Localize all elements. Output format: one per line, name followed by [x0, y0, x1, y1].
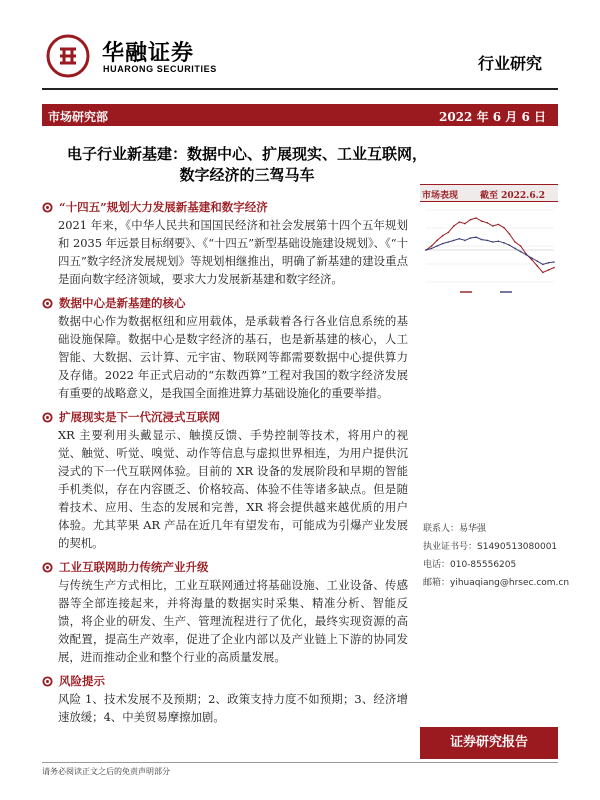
- report-title-line2: 数字经济的三驾马车: [179, 166, 315, 184]
- chart-point: [509, 244, 511, 246]
- brand-name-cn: 华融证券: [102, 41, 195, 66]
- section-body: 与传统生产方式相比，工业互联网通过将基础设施、工业设备、传感器等全部连接起来，并将海量的数据实时采集、精准分析、智能反馈，将企业的研发、生产、管理流程进行了优化，最终实现资源的高效配置，提高生产效率，促进了企业内部以及产业链上下游的协同发展，进而推动企业和整个行业的高质量发展。: [58, 578, 408, 664]
- section-body: 2021 年来，《中华人民共和国国民经济和社会发展第十四个五年规划和 2035 年远景目标纲要》、《“十四五”新型基础设施建设规划》、《“十四五”数字经济发展规划》等规划相继推出，明确了新基建的建设重点是面向数字经济领域，要求大力发展新基建和数字经济。: [58, 218, 408, 286]
- bullet-ring-icon: [42, 202, 53, 213]
- chart-point: [464, 240, 466, 242]
- chart-point: [503, 242, 505, 244]
- chart-point: [436, 245, 438, 247]
- chart-point: [503, 227, 505, 229]
- chart-point: [481, 220, 483, 222]
- chart-point: [447, 241, 449, 243]
- chart-point: [520, 251, 522, 253]
- chart-point: [447, 232, 449, 234]
- chart-point: [470, 237, 472, 239]
- chart-point: [531, 259, 533, 261]
- department-banner: [42, 104, 558, 126]
- department-label: 市场研究部: [48, 110, 109, 124]
- chart-point: [509, 233, 511, 235]
- chart-point: [453, 240, 455, 242]
- chart-label: 市场表现: [422, 191, 459, 201]
- analyst-contacts: [423, 520, 569, 592]
- section-title: 工业互联网助力传统产业升级: [59, 560, 209, 574]
- report-category-tag: 证券研究报告: [420, 727, 558, 759]
- chart-point: [553, 267, 555, 269]
- chart-point: [537, 265, 539, 267]
- chart-point: [442, 235, 444, 237]
- header-divider: [42, 88, 558, 90]
- chart-point: [525, 254, 527, 256]
- bullet-ring-icon: [42, 562, 53, 573]
- contact-name: 联系人：易华强: [423, 524, 487, 534]
- chart-point: [470, 219, 472, 221]
- chart-series-line-series_b: [426, 237, 554, 264]
- chart-point: [459, 238, 461, 240]
- chart-point: [514, 241, 516, 243]
- chart-point: [542, 272, 544, 274]
- chart-point: [520, 245, 522, 247]
- report-type: 行业研究: [477, 54, 542, 73]
- chart-point: [537, 260, 539, 262]
- section: [42, 558, 408, 666]
- chart-point: [442, 243, 444, 245]
- report-date: 2022 年 6 月 6 日: [439, 110, 546, 124]
- huarong-logo-icon: [46, 34, 90, 78]
- chart-point: [481, 239, 483, 241]
- contact-email: 邮箱：yihuaqiang@hrsec.com.cn: [423, 578, 570, 588]
- chart-point: [531, 257, 533, 259]
- chart-point: [492, 241, 494, 243]
- brand-name-en: HUARONG SECURITIES: [103, 64, 217, 74]
- report-title-line1: 电子行业新基建：数据中心、扩展现实、工业互联网，: [66, 145, 427, 163]
- section: [42, 198, 408, 288]
- chart-point: [425, 249, 427, 251]
- chart-point: [498, 224, 500, 226]
- section-body: XR 主要利用头戴显示、触摸反馈、手势控制等技术，将用户的视觉、触觉、听觉、嗅觉、动作等信息与虚拟世界相连，为用户提供沉浸式的下一代互联网体验。目前的 XR 设备的发展阶段和早期的智能手机类似，存在内容匮乏、价格较高、体验不佳等诸多缺点。但是随着技术、应用、生态的发展和完善，XR 将会提供越来越优质的用户体验。尤其苹果 AR 产品在近几年有望发布，可能成为引爆产业发展的契机。: [58, 428, 408, 550]
- chart-date: 截至 2022.6.2: [480, 191, 545, 201]
- chart-point: [459, 221, 461, 223]
- chart-point: [498, 240, 500, 242]
- chart-point: [492, 225, 494, 227]
- section-title: 风险提示: [59, 674, 105, 688]
- section-body: 风险 1、技术发展不及预期；2、政策支持力度不如预期；3、经济增速放缓；4、中美贸易摩擦加剧。: [58, 692, 408, 724]
- section: [42, 294, 408, 402]
- section-title: 扩展现实是下一代沉浸式互联网: [59, 410, 220, 424]
- bullet-ring-icon: [42, 676, 53, 687]
- chart-point: [553, 261, 555, 263]
- chart-point: [548, 262, 550, 264]
- chart-point: [436, 240, 438, 242]
- chart-point: [431, 248, 433, 250]
- chart-point: [514, 248, 516, 250]
- chart-point: [475, 236, 477, 238]
- market-performance-chart: [420, 206, 558, 298]
- chart-point: [486, 222, 488, 224]
- bullet-ring-icon: [42, 298, 53, 309]
- contact-license: 执业证书号：S1490513080001: [423, 542, 558, 552]
- chart-point: [431, 245, 433, 247]
- section: [42, 672, 408, 726]
- section: [42, 408, 408, 552]
- footer-disclaimer: 请务必阅读正文之后的免责声明部分: [42, 767, 170, 776]
- section-title: 数据中心是新基建的核心: [59, 296, 186, 310]
- chart-point: [548, 269, 550, 271]
- chart-point: [464, 223, 466, 225]
- main-content: [42, 198, 408, 732]
- chart-point: [453, 225, 455, 227]
- chart-point: [542, 264, 544, 266]
- footer-divider: [42, 762, 558, 763]
- contact-phone: 电话：010-85556205: [423, 560, 517, 570]
- chart-point: [475, 217, 477, 219]
- market-performance-header: [420, 184, 558, 202]
- section-body: 数据中心作为数据枢纽和应用载体，是承载着各行各业信息系统的基础设施保障。数据中心是数字经济的基石，也是新基建的核心，人工智能、大数据、云计算、元宇宙、物联网等都需要数据中心提供算力及存储。2022 年正式启动的“东数西算”工程对我国的数字经济发展有重要的战略意义，是我国全面推进算力基础设施化的重要举措。: [58, 314, 408, 400]
- section-title: “十四五”规划大力发展新基建和数字经济: [59, 200, 268, 214]
- chart-point: [486, 240, 488, 242]
- bullet-ring-icon: [42, 412, 53, 423]
